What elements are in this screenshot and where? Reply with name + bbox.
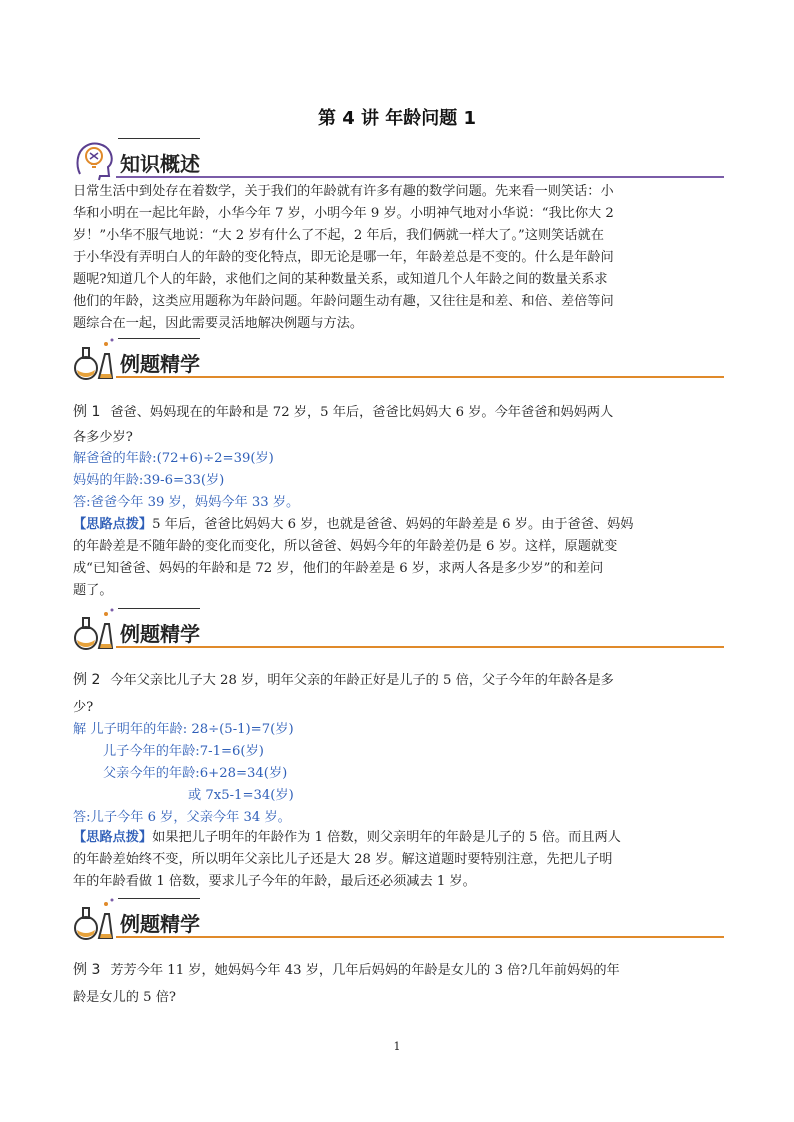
example-2-solution (73, 719, 721, 829)
example-1-question-cont (73, 427, 721, 449)
example-1-question-line: 各多少岁? (73, 430, 133, 445)
example-1-question (73, 399, 721, 425)
example-1-tip (73, 514, 721, 602)
example-section-header (72, 896, 724, 942)
example-1-question-line: 爸爸、妈妈现在的年龄和是 72 岁，5 年后，爸爸比妈妈大 6 岁。今年爸爸和妈妈两人 (110, 405, 614, 420)
intro-line: 他们的年龄，这类应用题称为年龄问题。年龄问题生动有趣，又往往是和差、和倍、差倍等问 (73, 294, 614, 309)
example-header-topline (118, 338, 200, 339)
intro-line: 于小华没有弄明白人的年龄的变化特点，即无论是哪一年，年龄差总是不变的。什么是年龄问 (73, 250, 614, 265)
example-section-label: 例题精学 (120, 912, 200, 936)
example-3-number: 例 3 (73, 962, 101, 978)
intro-line: 华和小明在一起比年龄，小华今年 7 岁，小明今年 9 岁。小明神气地对小华说：“我比你大 2 (73, 206, 614, 221)
intro-header-underline (116, 176, 724, 178)
intro-line: 日常生活中到处存在着数学，关于我们的年龄就有许多有趣的数学问题。先来看一则笑话：小 (73, 184, 614, 199)
example-1-solution (73, 448, 721, 514)
solution-line: 妈妈的年龄:39-6=33(岁) (73, 473, 225, 488)
solution-line: 答:爸爸今年 39 岁，妈妈今年 33 岁。 (73, 495, 300, 510)
intro-section-header (72, 136, 724, 182)
intro-section-label: 知识概述 (120, 152, 200, 176)
example-section-label: 例题精学 (120, 622, 200, 646)
example-header-underline (116, 376, 724, 378)
solution-line: 解 儿子明年的年龄: 28÷(5-1)=7(岁) (73, 722, 294, 737)
example-header-underline (116, 646, 724, 648)
tip-line: 的年龄差是不随年龄的变化而变化，所以爸爸、妈妈今年的年龄差仍是 6 岁。这样，原题就变 (73, 539, 618, 554)
solution-line: 答:儿子今年 6 岁，父亲今年 34 岁。 (73, 810, 291, 825)
lightbulb-head-icon (72, 136, 116, 182)
example-section-label: 例题精学 (120, 352, 200, 376)
solution-line: 父亲今年的年龄:6+28=34(岁) (103, 766, 288, 781)
tip-line: 题了。 (73, 583, 113, 598)
intro-header-topline (118, 138, 200, 139)
example-1-number: 例 1 (73, 404, 101, 420)
example-3-question-line: 龄是女儿的 5 倍? (73, 990, 176, 1005)
intro-line: 岁！”小华不服气地说：“大 2 岁有什么了不起，2 年后，我们俩就一样大了。”这则笑话就在 (73, 228, 604, 243)
example-2-number: 例 2 (73, 672, 101, 688)
tip-label: 【思路点拨】 (73, 517, 153, 532)
example-3-question (73, 959, 721, 985)
example-section-header (72, 336, 724, 382)
lab-flask-icon (72, 896, 116, 942)
intro-line: 题呢?知道几个人的年龄，求他们之间的某种数量关系，或知道几个人年龄之间的数量关系求 (73, 272, 608, 287)
example-2-question-cont (73, 697, 721, 719)
example-header-topline (118, 608, 200, 609)
example-header-topline (118, 898, 200, 899)
tip-label: 【思路点拨】 (73, 830, 153, 845)
example-3-question-cont (73, 987, 721, 1009)
page-number: 1 (393, 1040, 401, 1053)
lab-flask-icon (72, 336, 116, 382)
page-title: 第 4 讲 年龄问题 1 (317, 108, 477, 129)
example-2-question-line: 今年父亲比儿子大 28 岁，明年父亲的年龄正好是儿子的 5 倍，父子今年的年龄各是多 (110, 673, 614, 688)
example-3-question-line: 芳芳今年 11 岁，她妈妈今年 43 岁，几年后妈妈的年龄是女儿的 3 倍?几年前妈妈的年 (110, 963, 620, 978)
tip-line: 的年龄差始终不变，所以明年父亲比儿子还是大 28 岁。解这道题时要特别注意，先把儿子明 (73, 852, 613, 867)
tip-line: 年的年龄看做 1 倍数，要求儿子今年的年龄，最后还必须减去 1 岁。 (73, 874, 476, 889)
tip-line: 5 年后，爸爸比妈妈大 6 岁，也就是爸爸、妈妈的年龄差是 6 岁。由于爸爸、妈妈 (152, 517, 634, 532)
tip-line: 如果把儿子明年的年龄作为 1 倍数，则父亲明年的年龄是儿子的 5 倍。而且两人 (152, 830, 621, 845)
lab-flask-icon (72, 606, 116, 652)
solution-line: 或 7x5-1=34(岁) (188, 788, 294, 803)
solution-line: 儿子今年的年龄:7-1=6(岁) (103, 744, 264, 759)
example-2-tip (73, 827, 721, 893)
example-section-header (72, 606, 724, 652)
intro-paragraph (73, 181, 721, 335)
intro-line: 题综合在一起，因此需要灵活地解决例题与方法。 (73, 316, 364, 331)
example-header-underline (116, 936, 724, 938)
tip-line: 成“已知爸爸、妈妈的年龄和是 72 岁，他们的年龄差是 6 岁，求两人各是多少岁”的和差问 (73, 561, 604, 576)
solution-line: 解爸爸的年龄:(72+6)÷2=39(岁) (73, 451, 274, 466)
example-2-question-line: 少? (73, 700, 94, 715)
example-2-question (73, 669, 721, 695)
